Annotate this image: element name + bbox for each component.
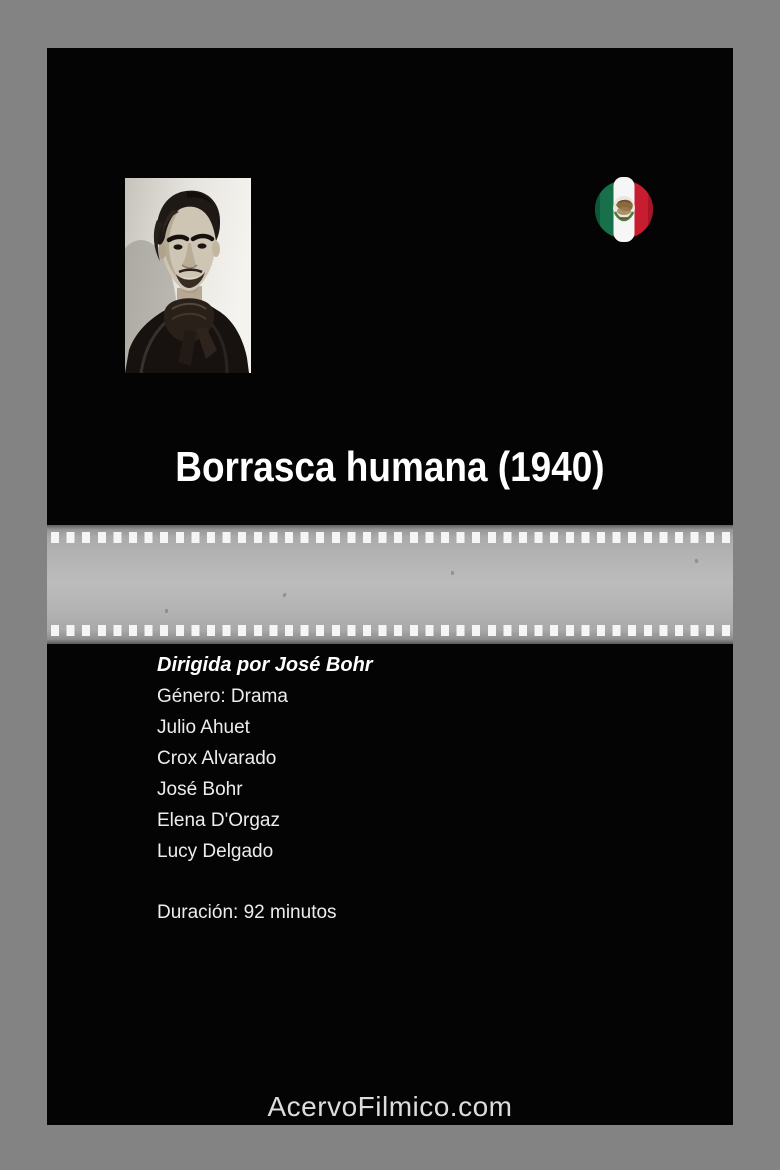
film-perforations-top (51, 532, 731, 543)
film-speck (694, 559, 698, 564)
movie-title: Borrasca humana (1940) (175, 443, 605, 490)
cast-member: Lucy Delgado (157, 841, 274, 862)
cast-member: José Bohr (157, 779, 243, 800)
portrait-photo (125, 178, 251, 373)
website-text: AcervoFilmico.com (267, 1091, 513, 1122)
genre-line: Género: Drama (157, 686, 288, 707)
cast-member: Elena D'Orgaz (157, 810, 280, 831)
cast-member: Julio Ahuet (157, 717, 250, 738)
title-row (47, 443, 733, 491)
footer-row (47, 1090, 733, 1124)
credits-spacer (157, 867, 577, 897)
poster-card (47, 48, 733, 1125)
duration-line: Duración: 92 minutos (157, 902, 337, 923)
film-speck (451, 571, 454, 575)
credits-block (157, 650, 577, 928)
film-strip-graphic (47, 525, 733, 644)
cast-member: Crox Alvarado (157, 748, 277, 769)
film-speck (282, 593, 287, 598)
mexico-flag-icon (594, 176, 654, 243)
film-perforations-bottom (51, 625, 731, 636)
mexico-flag-image (594, 176, 654, 243)
film-speck (165, 609, 168, 613)
director-line: Dirigida por José Bohr (157, 654, 373, 676)
portrait-photo-image (125, 178, 251, 373)
